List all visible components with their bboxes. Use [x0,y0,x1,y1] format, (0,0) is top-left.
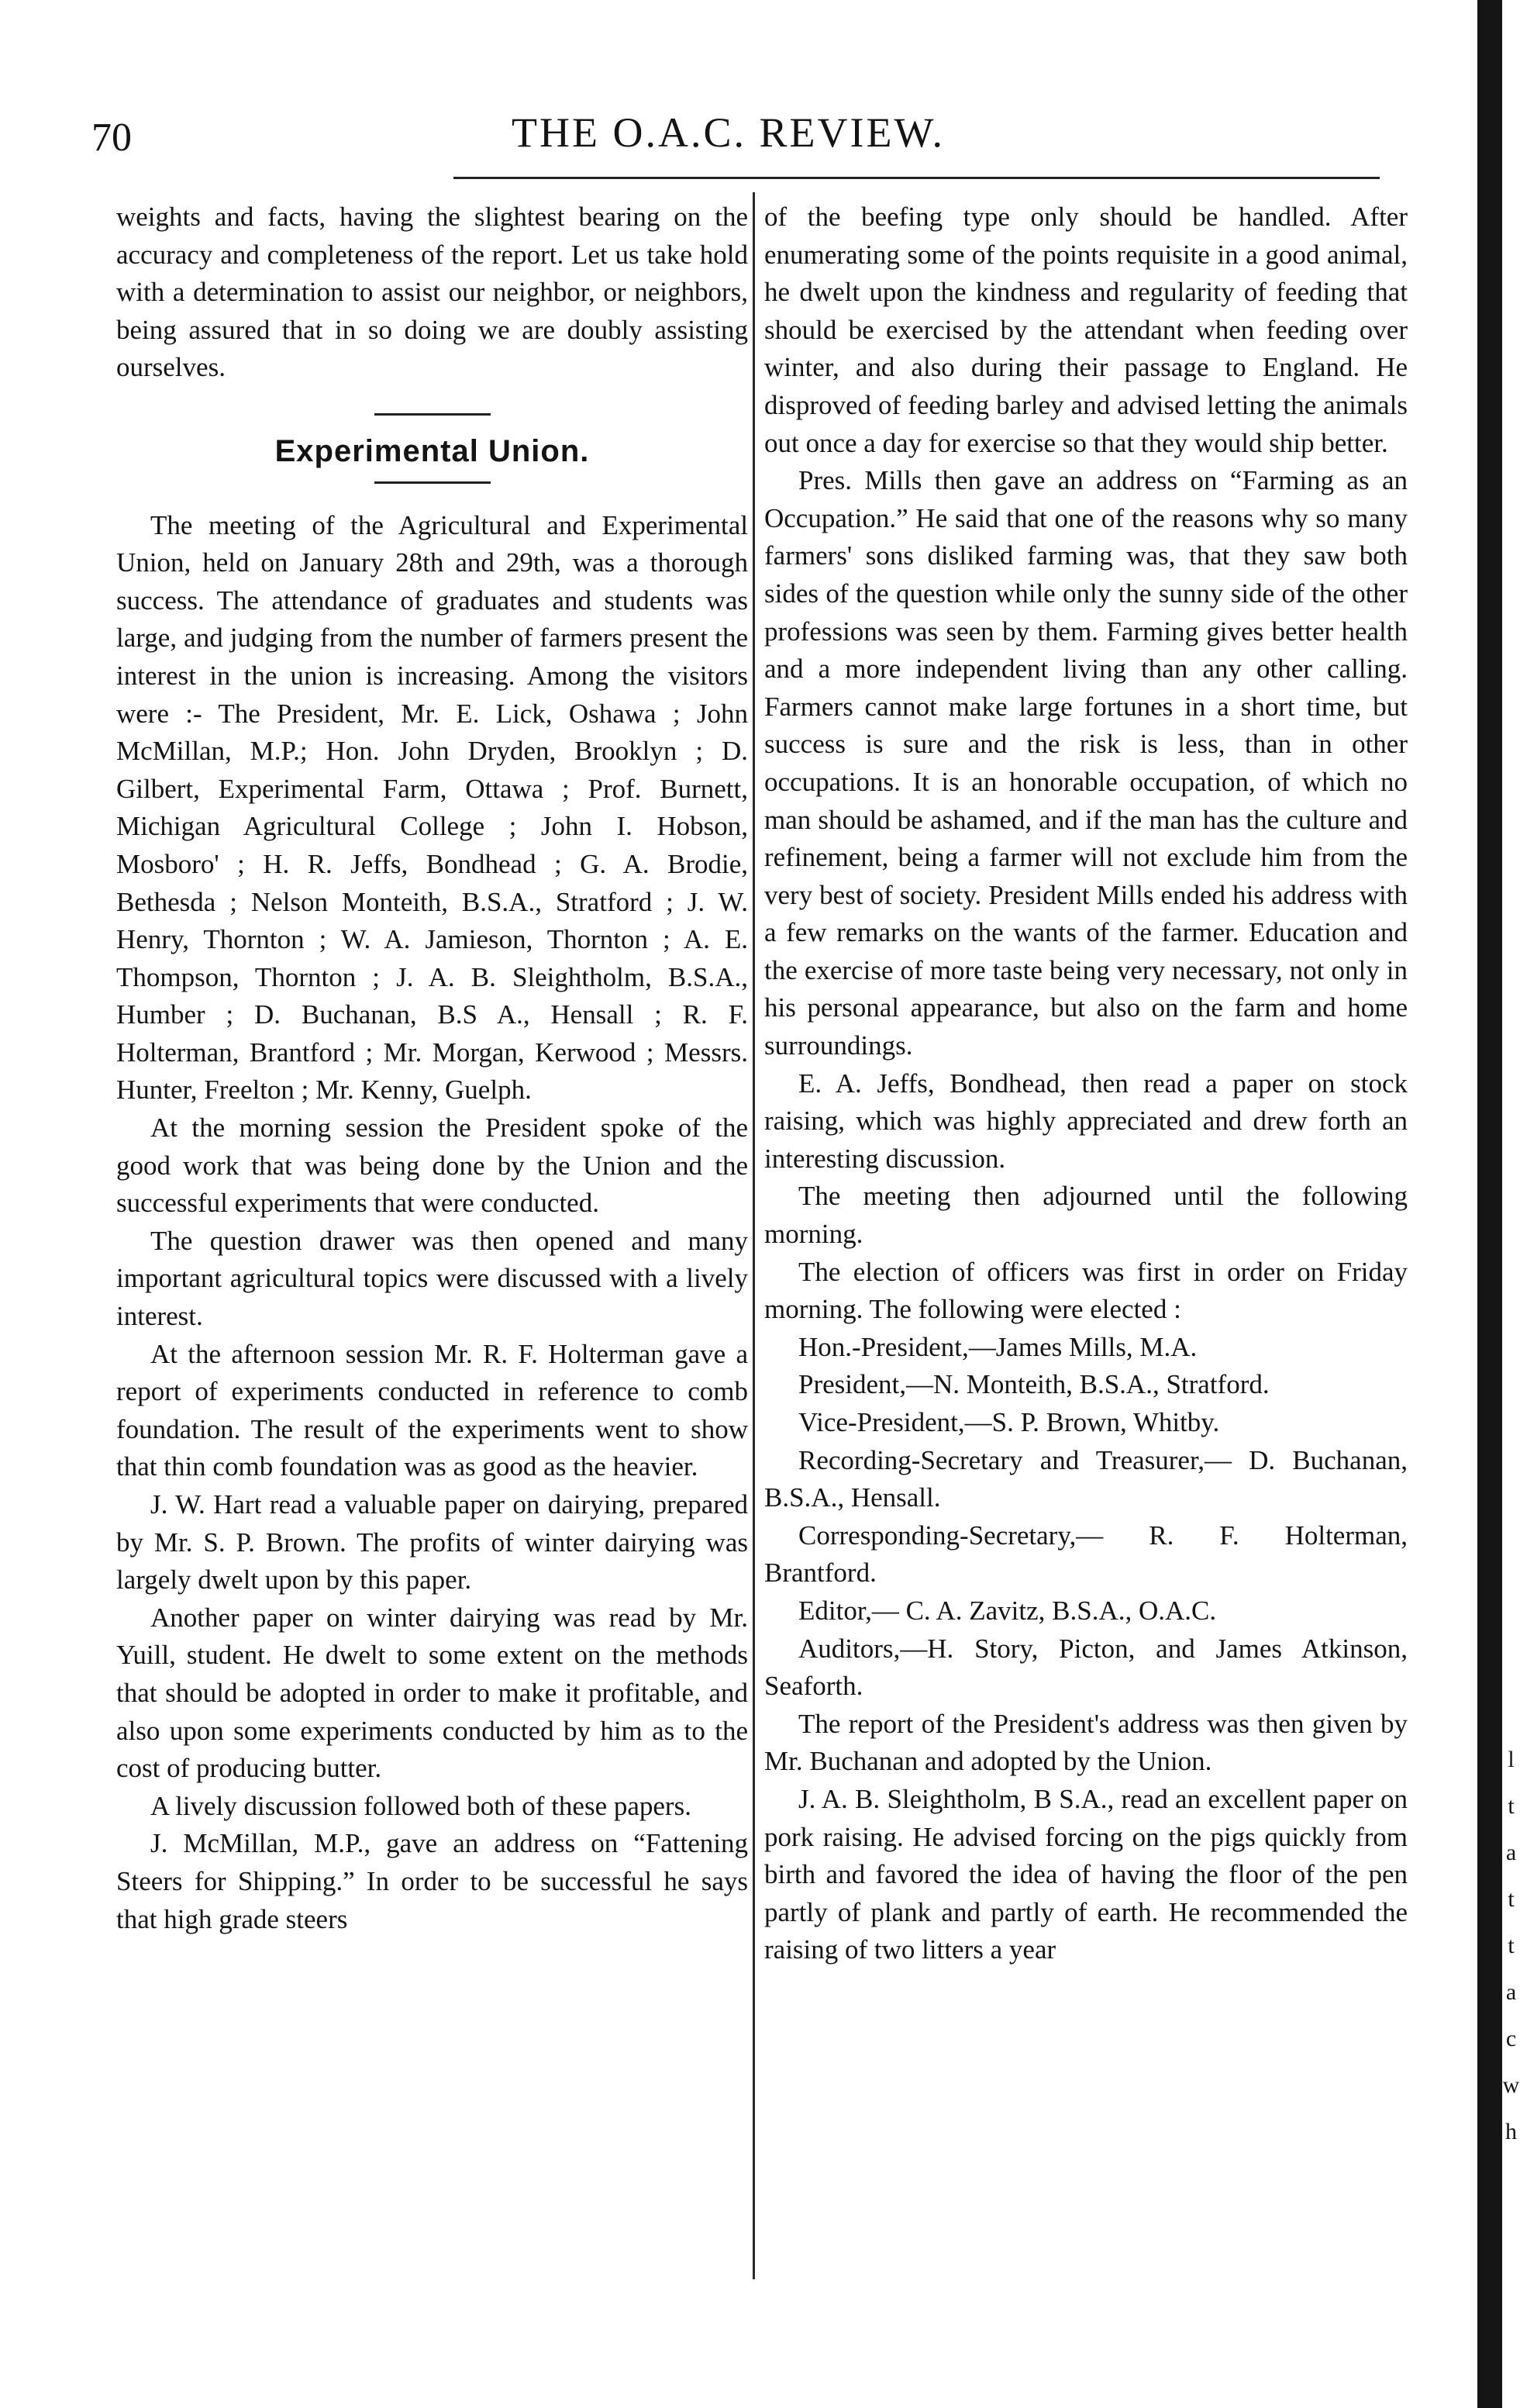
body-paragraph: Another paper on winter dairying was read by Mr. Yuill, student. He dwelt to some extent on the methods that should be adopted in order to make it profitable, and also upon some experiments conducted by him as to the cost of producing butter. [116,1602,748,1784]
adjacent-page-fragments [1502,1737,1520,2155]
fragment-char: a [1505,1979,1517,2005]
fragment-char: c [1505,2026,1517,2051]
body-paragraph: The question drawer was then opened and many important agricultural topics were discussed with a lively interest. [116,1225,748,1332]
section-rule-bottom [374,481,491,484]
body-paragraph: The report of the President's address was then given by Mr. Buchanan and adopted by the Union. [764,1708,1408,1777]
body-paragraph: J. W. Hart read a valuable paper on dairying, prepared by Mr. S. P. Brown. The profits of winter dairying was largely dwelt upon by this paper. [116,1489,748,1596]
fragment-char: l [1508,1747,1515,1772]
officer-entry: Editor,— C. A. Zavitz, B.S.A., O.A.C. [798,1595,1217,1626]
fragment-char: t [1508,1886,1515,1912]
header-rule [453,177,1380,179]
fragment-char: t [1508,1793,1515,1819]
body-paragraph: Pres. Mills then gave an address on “Farming as an Occupation.” He said that one of the reasons why so many farmers' sons disliked farming was, that they saw both sides of the question while only the sunny side of the other professions was seen by them. Farming gives better health and a more independent living than any other calling. Farmers cannot make large fortunes in a short time, but success is sure and the risk is less, than in other occupations. It is an honorable occupation, of which no man should be ashamed, and if the man has the culture and refinement, being a farmer will not exclude him from the very best of society. President Mills ended his address with a few remarks on the wants of the farmer. Education and the exercise of more taste being very necessary, not only in his personal appearance, but also on the farm and home surroundings. [764,465,1408,1061]
fragment-char: t [1508,1933,1515,1958]
body-paragraph: At the morning session the President spoke of the good work that was being done by the Union and the successful experiments that were conducted. [116,1113,748,1219]
section-rule-top [374,413,491,416]
body-paragraph: A lively discussion followed both of these papers. [150,1790,691,1821]
officer-entry: Hon.-President,—James Mills, M.A. [798,1331,1198,1362]
binding-edge-shadow [1477,0,1502,2408]
fragment-char: h [1505,2119,1517,2144]
intro-paragraph: weights and facts, having the slightest bearing on the accuracy and completeness of the report. Let us take hold with a determination to assist our neighbor, or neighbors, being assured that in so doing we are doubly assisting ourselves. [116,202,748,383]
body-paragraph: The meeting of the Agricultural and Experimental Union, held on January 28th and 29th, was a thorough success. The attendance of graduates and students was large, and judging from the number of farmers present the interest in the union is increasing. Among the visitors were :- The President, Mr. E. Lick, Oshawa ; John McMillan, M.P.; Hon. John Dryden, Brooklyn ; D. Gilbert, Experimental Farm, Ottawa ; Prof. Burnett, Michigan Agricultural College ; John I. Hobson, Mosboro' ; H. R. Jeffs, Bondhead ; G. A. Brodie, Bethesda ; Nelson Monteith, B.S.A., Stratford ; J. W. Henry, Thornton ; W. A. Jamieson, Thornton ; A. E. Thompson, Thornton ; J. A. B. Sleightholm, B.S.A., Humber ; D. Buchanan, B.S A., Hensall ; R. F. Holterman, Brantford ; Mr. Morgan, Kerwood ; Messrs. Hunter, Freelton ; Mr. Kenny, Guelph. [116,509,748,1106]
officer-entry: Corresponding-Secretary,— R. F. Holterman, Brantford. [764,1520,1408,1589]
body-paragraph: The election of officers was first in order on Friday morning. The following were elected : [764,1256,1408,1325]
left-column [116,198,748,1938]
right-column [764,198,1408,1969]
page-number: 70 [91,116,132,160]
section-heading: Experimental Union. [274,433,590,468]
officer-entry: Auditors,—H. Story, Picton, and James Atkinson, Seaforth. [764,1633,1408,1702]
body-paragraph: E. A. Jeffs, Bondhead, then read a paper on stock raising, which was highly appreciated and drew forth an interesting discussion. [764,1068,1408,1174]
body-paragraph: of the beefing type only should be handled. After enumerating some of the points requisite in a good animal, he dwelt upon the kindness and regularity of feeding that should be exercised by the attendant when feeding over winter, and also during their passage to England. He disproved of feeding barley and advised letting the animals out once a day for exercise so that they would ship better. [764,202,1408,458]
body-paragraph: J. McMillan, M.P., gave an address on “Fattening Steers for Shipping.” In order to be successful he says that high grade steers [116,1828,748,1934]
running-title: THE O.A.C. REVIEW. [512,109,945,156]
officer-entry: Vice-President,—S. P. Brown, Whitby. [798,1407,1220,1437]
fragment-char: w [1502,2072,1520,2098]
column-divider [753,192,755,2279]
officer-entry: President,—N. Monteith, B.S.A., Stratford. [798,1369,1270,1400]
body-paragraph: J. A. B. Sleightholm, B S.A., read an excellent paper on pork raising. He advised forcing on the pigs quickly from birth and favored the idea of having the floor of the pen partly of plank and partly of earth. He recommended the raising of two litters a year [764,1783,1408,1965]
fragment-char: a [1505,1840,1517,1865]
officer-entry: Recording-Secretary and Treasurer,— D. Buchanan, B.S.A., Hensall. [764,1444,1408,1513]
body-paragraph: At the afternoon session Mr. R. F. Holterman gave a report of experiments conducted in reference to comb foundation. The result of the experiments went to show that thin comb foundation was as good as the heavier. [116,1338,748,1482]
body-paragraph: The meeting then adjourned until the following morning. [764,1181,1408,1250]
